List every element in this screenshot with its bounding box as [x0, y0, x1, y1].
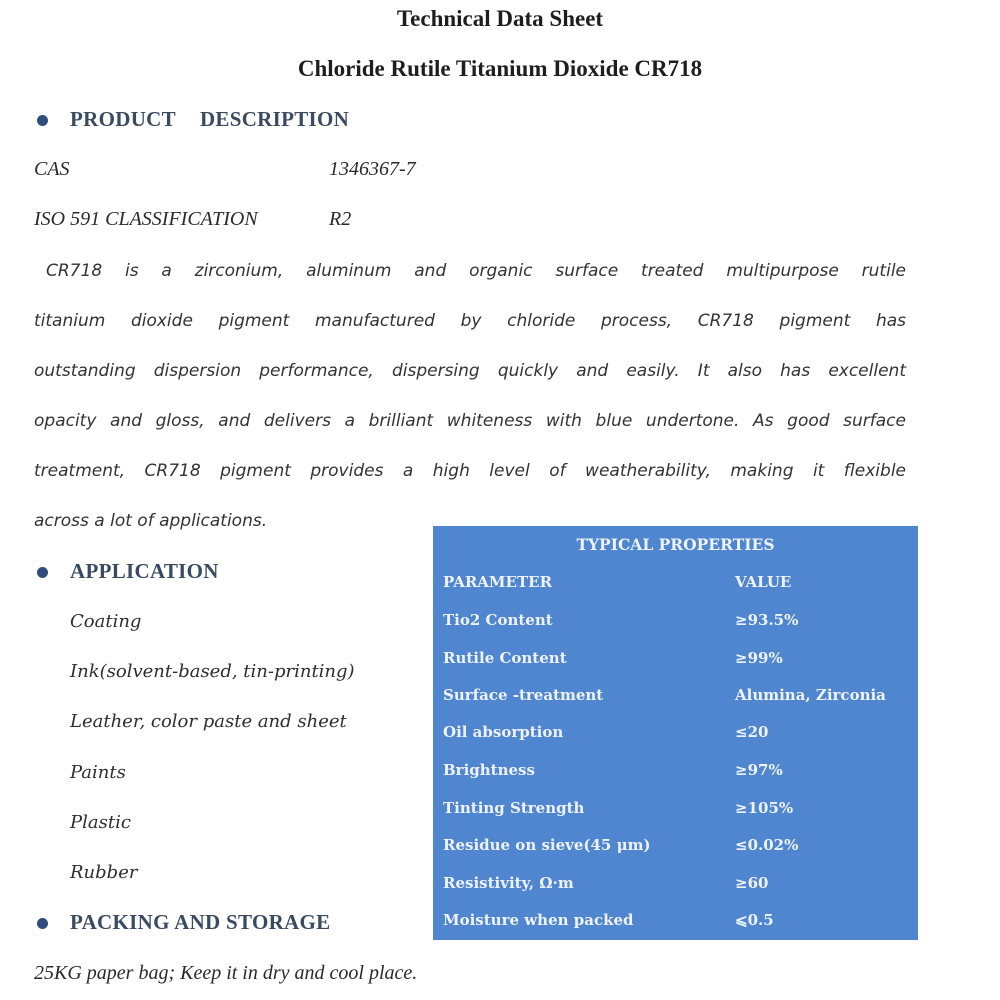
- column-header-value: VALUE: [735, 573, 792, 591]
- parameter-cell: Brightness: [443, 761, 535, 779]
- iso-label: ISO 591 CLASSIFICATION: [34, 208, 258, 230]
- table-row: [433, 761, 918, 798]
- parameter-cell: Resistivity, Ω·m: [443, 874, 574, 892]
- typical-properties-table: [433, 526, 918, 940]
- value-cell: ⩽0.5: [735, 911, 774, 929]
- table-row: [433, 911, 918, 948]
- description-line: treatment, CR718 pigment provides a high level of weatherability, making it flexible: [34, 461, 906, 481]
- packing-text: 25KG paper bag; Keep it in dry and cool place.: [34, 962, 418, 984]
- parameter-cell: Tio2 Content: [443, 611, 553, 629]
- description-line: CR718 is a zirconium, aluminum and organic surface treated multipurpose rutile: [46, 261, 906, 281]
- section-heading-application: APPLICATION: [70, 559, 219, 583]
- value-cell: ≤20: [735, 723, 769, 741]
- value-cell: ≥99%: [735, 649, 783, 667]
- application-item: Leather, color paste and sheet: [70, 711, 347, 732]
- application-item: Coating: [70, 611, 142, 632]
- application-item: Ink(solvent-based, tin-printing): [70, 661, 355, 682]
- cas-value: 1346367-7: [329, 158, 416, 180]
- description-line: titanium dioxide pigment manufactured by chloride process, CR718 pigment has: [34, 311, 906, 331]
- table-row: [433, 611, 918, 648]
- value-cell: ≥60: [735, 874, 769, 892]
- value-cell: ≥93.5%: [735, 611, 799, 629]
- table-row: [433, 723, 918, 760]
- table-row: [433, 649, 918, 686]
- parameter-cell: Moisture when packed: [443, 911, 634, 929]
- parameter-cell: Oil absorption: [443, 723, 564, 741]
- heading-word: DESCRIPTION: [199, 107, 350, 131]
- table-row: [433, 836, 918, 873]
- table-caption: TYPICAL PROPERTIES: [576, 535, 775, 554]
- description-line: outstanding dispersion performance, dispersing quickly and easily. It also has excellent: [34, 361, 906, 381]
- section-heading-packing: PACKING AND STORAGE: [70, 910, 331, 934]
- value-cell: ≤0.02%: [735, 836, 799, 854]
- column-header-parameter: PARAMETER: [443, 573, 553, 591]
- bullet-icon: [37, 567, 48, 578]
- application-item: Rubber: [70, 862, 138, 883]
- value-cell: Alumina, Zirconia: [735, 686, 886, 704]
- parameter-cell: Residue on sieve(45 μm): [443, 836, 651, 854]
- bullet-icon: [37, 918, 48, 929]
- section-heading-product-description: [70, 107, 349, 132]
- heading-word: PRODUCT: [70, 107, 176, 131]
- description-line: opacity and gloss, and delivers a brilliant whiteness with blue undertone. As good surface: [34, 411, 906, 431]
- iso-value: R2: [329, 208, 352, 230]
- parameter-cell: Rutile Content: [443, 649, 567, 667]
- parameter-cell: Tinting Strength: [443, 799, 585, 817]
- value-cell: ≥97%: [735, 761, 783, 779]
- bullet-icon: [37, 115, 48, 126]
- table-row: [433, 799, 918, 836]
- application-item: Plastic: [70, 812, 131, 833]
- document-title: Technical Data Sheet: [396, 6, 604, 31]
- description-line: across a lot of applications.: [34, 511, 268, 531]
- table-row: [433, 874, 918, 911]
- document-subtitle: Chloride Rutile Titanium Dioxide CR718: [297, 56, 703, 81]
- table-row: [433, 686, 918, 723]
- value-cell: ≥105%: [735, 799, 794, 817]
- cas-label: CAS: [34, 158, 70, 180]
- parameter-cell: Surface -treatment: [443, 686, 604, 704]
- application-item: Paints: [70, 762, 126, 783]
- table-header-row: [433, 573, 918, 610]
